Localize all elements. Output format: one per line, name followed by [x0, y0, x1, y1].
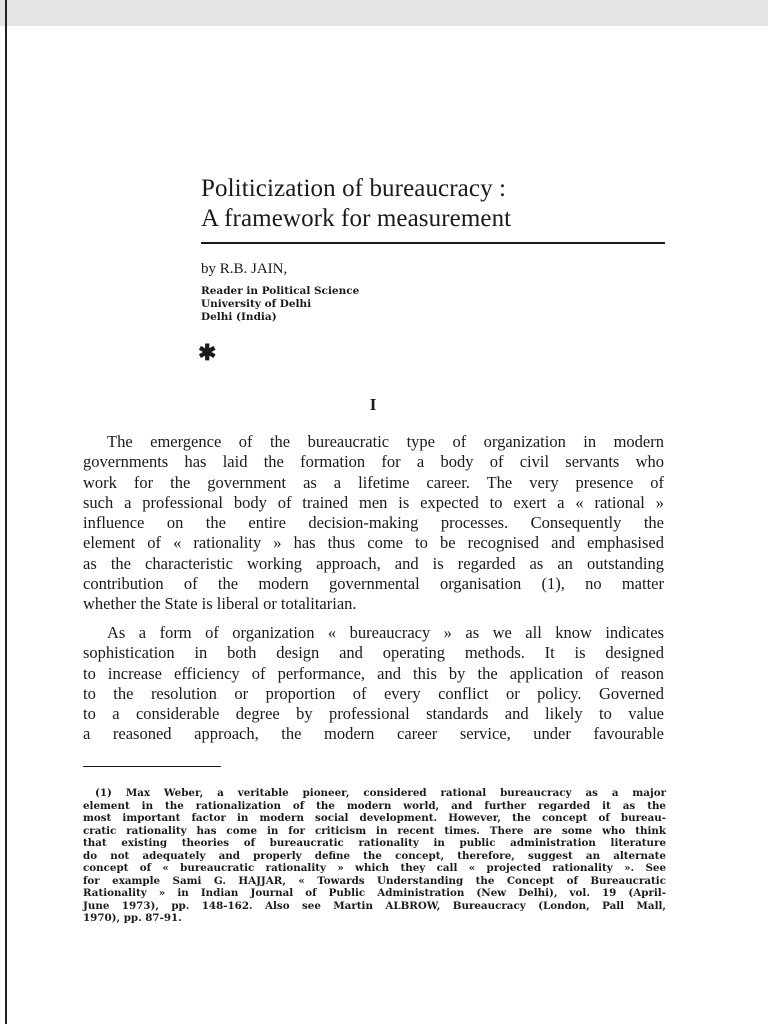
footnote-line: cratic rationality has come in for criticism in recent times. There are some who think — [83, 824, 666, 837]
title-rule — [201, 242, 665, 244]
author-byline: by R.B. JAIN, — [201, 261, 288, 277]
text-line: to the resolution or proportion of every conflict or policy. Governed — [83, 683, 664, 703]
text-line: to a considerable degree by professional standards and likely to value — [83, 704, 664, 724]
article-title — [201, 174, 641, 234]
footnote-line: (1) Max Weber, a veritable pioneer, considered rational bureaucracy as a major — [95, 787, 666, 799]
text-line: governments has laid the formation for a body of civil servants who — [83, 452, 664, 472]
text-line: contribution of the modern governmental organisation (1), no matter — [83, 574, 664, 594]
footnote-line: most important factor in modern social development. However, the concept of bureau- — [83, 812, 666, 824]
asterism-separator: ✱ — [198, 340, 217, 365]
text-line: As a form of organization « bureaucracy » as we all know indicates — [107, 623, 664, 642]
text-line: a reasoned approach, the modern career service, under favourable — [83, 724, 664, 744]
footnote-line: do not adequately and properly define the concept, therefore, suggest an alternate — [83, 849, 666, 862]
footnote-line: that existing theories of bureaucratic rationality in public administration literature — [83, 837, 666, 849]
section-heading: I — [369, 395, 377, 414]
footnote-1 — [83, 787, 666, 925]
article-title-line-1: Politicization of bureaucracy : — [201, 175, 507, 202]
text-line: as the characteristic working approach, and is regarded as an outstanding — [83, 553, 664, 573]
affiliation-line: Reader in Political Science — [201, 285, 360, 297]
text-line: work for the government as a lifetime career. The very presence of — [83, 472, 664, 492]
footnote-line: element in the rationalization of the modern world, and further regarded it as the — [83, 799, 666, 812]
affiliation-line: Delhi (India) — [201, 311, 277, 323]
footnote-line: Rationality » in Indian Journal of Public Administration (New Delhi), vol. 19 (April- — [83, 887, 666, 899]
footnote-line: for example Sami G. HAJJAR, « Towards Understanding the Concept of Bureaucratic — [83, 874, 666, 887]
text-line: to increase efficiency of performance, and this by the application of reason — [83, 663, 664, 683]
viewer-top-bar — [0, 0, 768, 26]
footnote-line: June 1973), pp. 148-162. Also see Martin ALBROW, Bureaucracy (London, Pall Mall, — [83, 899, 666, 912]
author-affiliation — [201, 285, 359, 324]
paragraph-2 — [83, 623, 664, 745]
paragraph-1 — [83, 432, 664, 615]
text-line: whether the State is liberal or totalitarian. — [83, 594, 357, 614]
text-line: influence on the entire decision-making processes. Consequently the — [83, 513, 664, 533]
footnote-line: concept of « bureaucratic rationality » which they call « projected rationality ». See — [83, 862, 666, 874]
page-left-edge — [5, 0, 7, 1024]
footnote-rule — [83, 766, 221, 767]
text-line: sophistication in both design and operating methods. It is designed — [83, 643, 664, 663]
text-line: element of « rationality » has thus come to be recognised and emphasised — [83, 533, 664, 553]
text-line: The emergence of the bureaucratic type of organization in modern — [107, 432, 664, 451]
affiliation-line: University of Delhi — [201, 298, 312, 310]
text-line: such a professional body of trained men is expected to exert a « rational » — [83, 492, 664, 512]
footnote-line: 1970), pp. 87-91. — [83, 912, 182, 924]
article-title-line-2: A framework for measurement — [201, 205, 512, 232]
